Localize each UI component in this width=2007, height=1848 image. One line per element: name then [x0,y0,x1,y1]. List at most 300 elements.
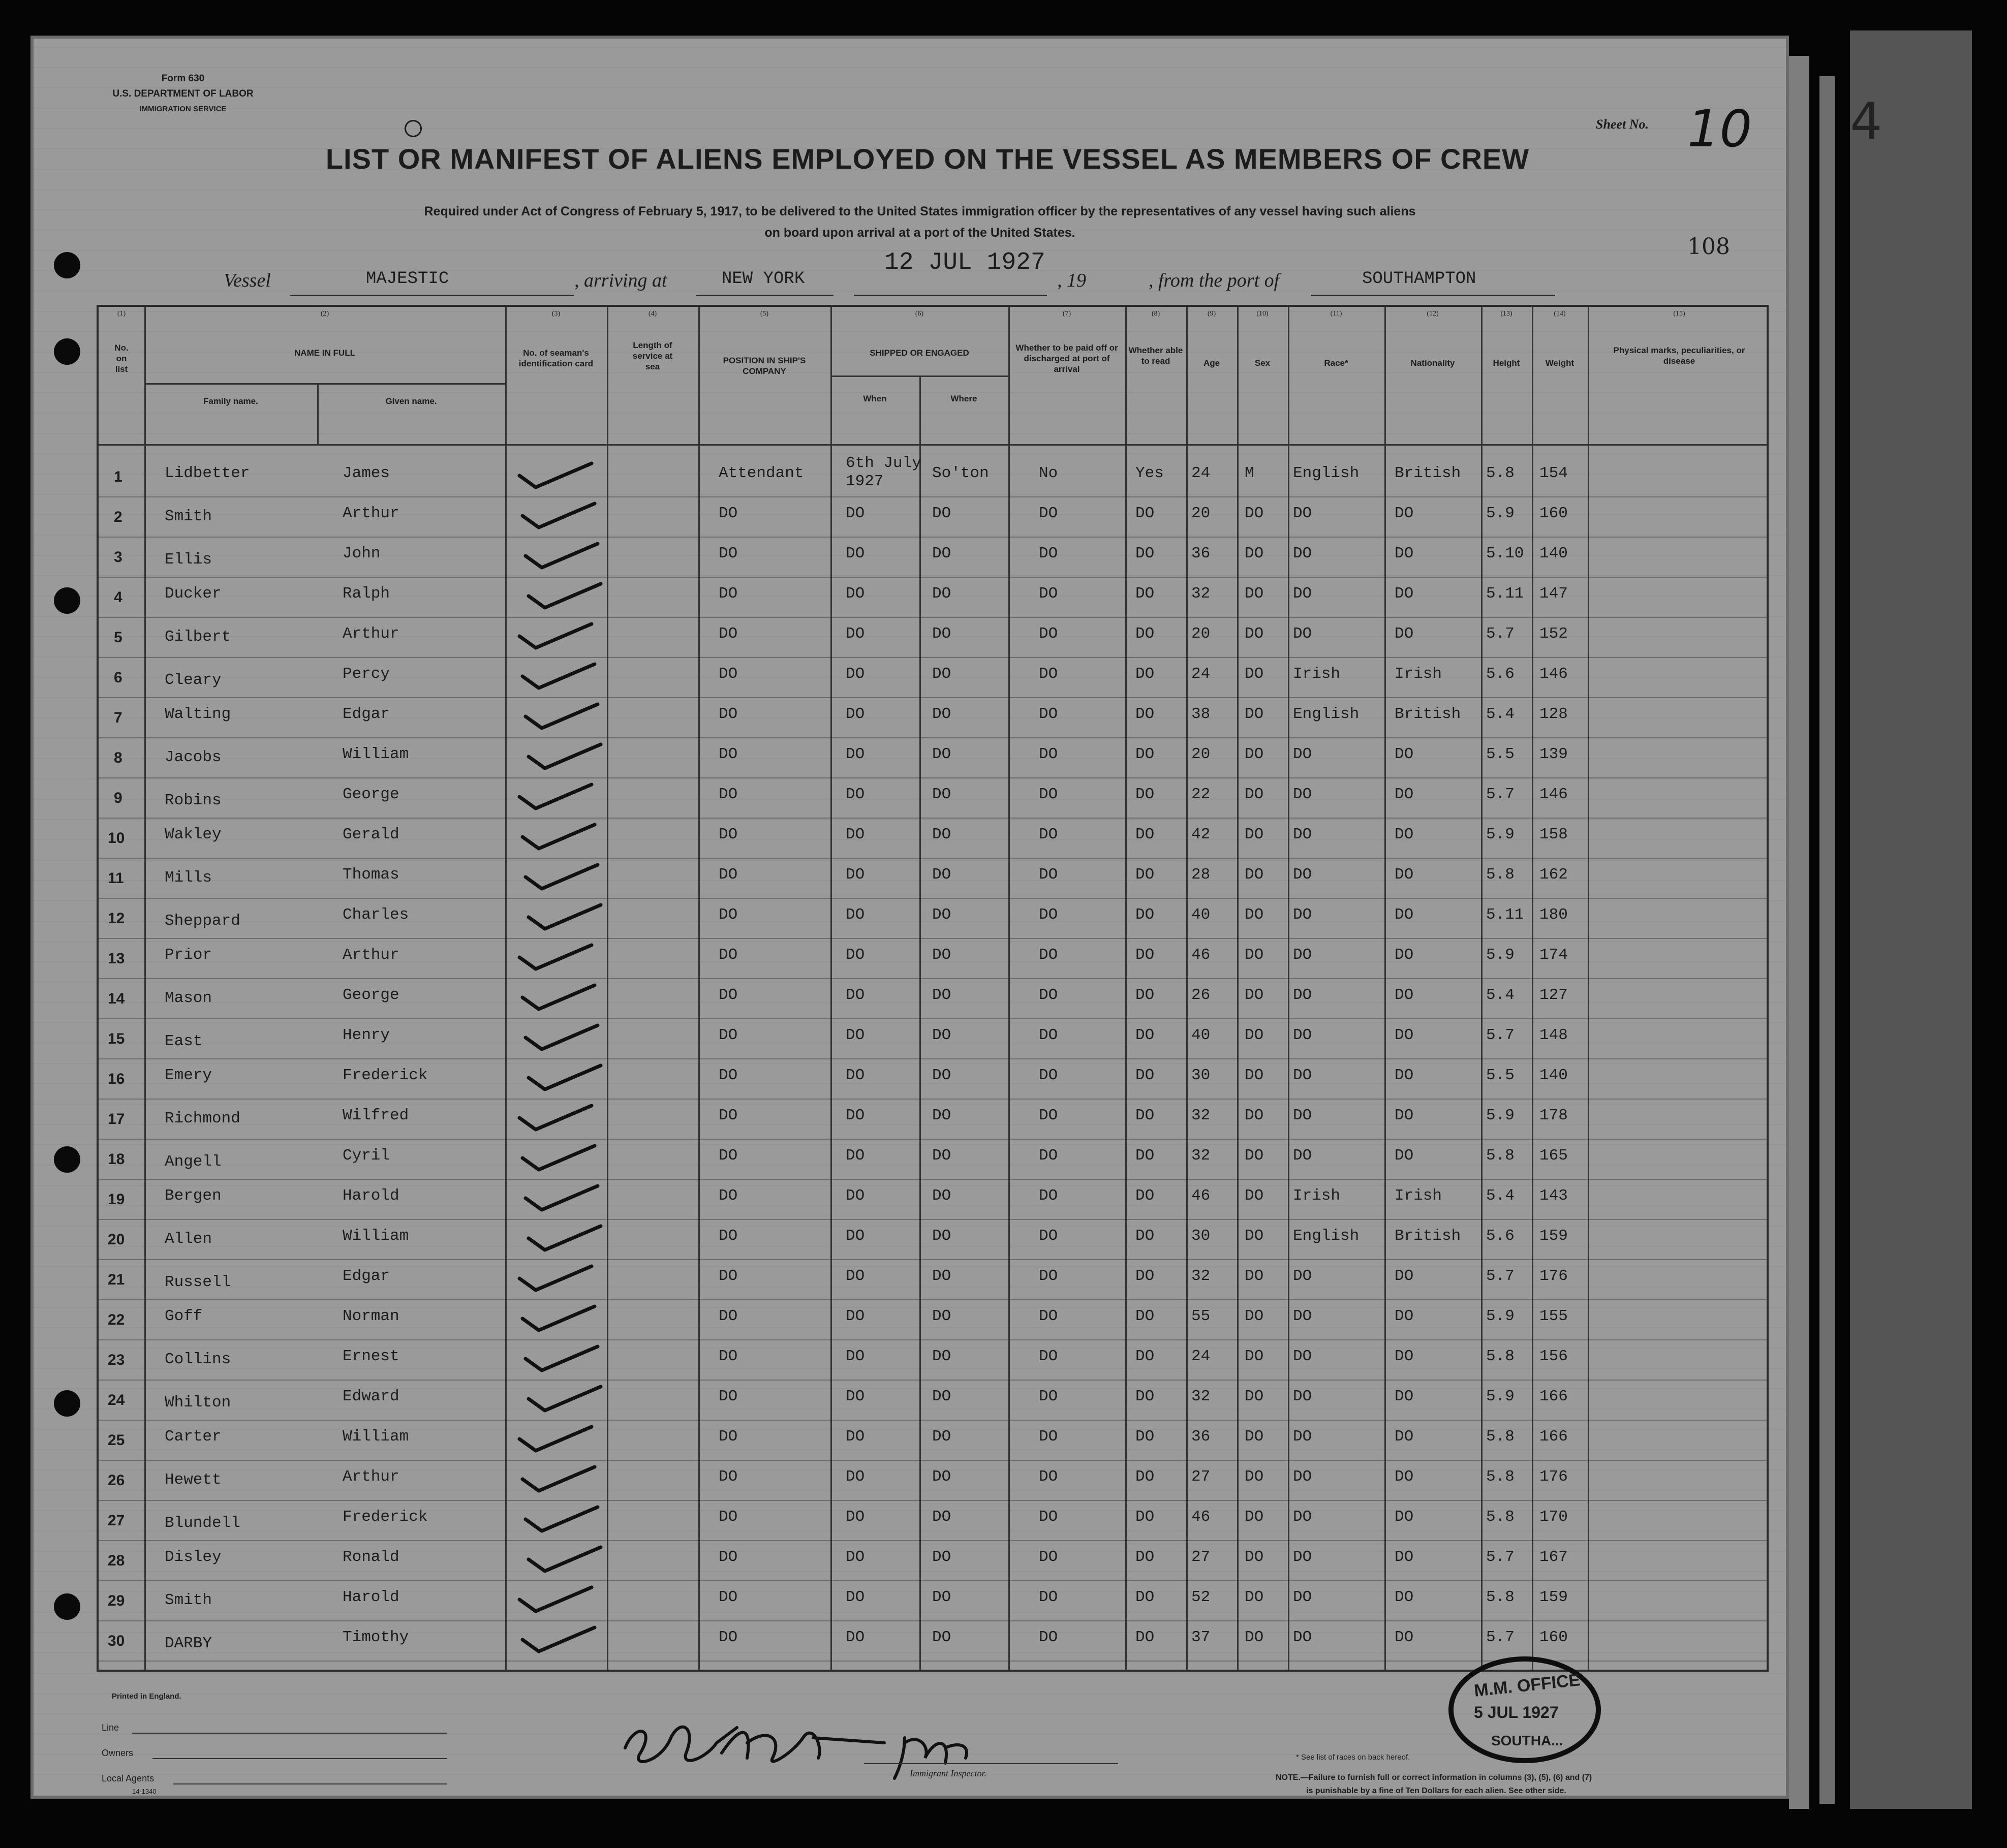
given-name-cell: Arthur [343,625,399,643]
age-cell: 26 [1191,986,1211,1004]
given-name-cell: Ralph [343,585,390,603]
shipped-where-cell: DO [932,665,951,683]
shipped-when-cell: DO [846,1348,865,1365]
age-cell: 46 [1191,946,1211,964]
given-name-cell: Timothy [343,1628,409,1646]
family-name-cell: Blundell [165,1514,240,1532]
seaman-card-checkmark [518,1463,600,1493]
family-name-cell: Smith [165,508,212,525]
family-name-cell: Prior [165,946,212,964]
row-number: 8 [114,749,122,766]
race-cell: Irish [1293,665,1341,683]
column-divider [1125,307,1127,1670]
row-number: 22 [108,1311,125,1328]
weight-cell: 165 [1539,1147,1568,1165]
row-rule [99,496,1767,497]
family-name-cell: Sheppard [165,912,240,930]
height-cell: 5.7 [1486,1548,1515,1566]
header-weight: Weight [1545,358,1574,368]
binder-hole [54,1593,80,1620]
binder-hole [405,120,422,137]
position-cell: DO [719,1348,738,1365]
header-position: POSITION IN SHIP'S COMPANY [723,356,806,376]
shipped-when-cell: DO [846,986,865,1004]
seaman-card-checkmark [518,1142,600,1172]
column-divider [1237,307,1239,1670]
row-number: 3 [114,549,122,566]
sex-cell: DO [1245,1147,1264,1165]
family-name-cell: Robins [165,792,222,809]
sex-cell: DO [1245,1628,1264,1646]
row-rule [99,858,1767,859]
race-cell: DO [1293,505,1312,522]
header-race: Race* [1324,358,1348,368]
nationality-cell: British [1395,705,1461,723]
shipped-when-cell: DO [846,786,865,803]
nationality-cell: DO [1395,1107,1414,1124]
shipped-when-cell: DO [846,545,865,562]
page-title: LIST OR MANIFEST OF ALIENS EMPLOYED ON THE VESSEL AS MEMBERS OF CREW [325,143,1530,175]
height-cell: 5.11 [1486,585,1524,603]
shipped-where-cell: DO [932,1548,951,1566]
row-number: 21 [108,1271,125,1288]
stamp-place: SOUTHA... [1491,1733,1563,1748]
family-name-cell: East [165,1032,203,1050]
height-cell: 5.8 [1486,866,1515,884]
arrival-date: 12 JUL 1927 [884,249,1045,276]
paid-off-cell: DO [1039,1588,1058,1606]
paid-off-cell: DO [1039,625,1058,643]
age-cell: 27 [1191,1548,1211,1566]
row-rule [99,1380,1767,1381]
footer-owners-label: Owners [102,1748,134,1758]
row-number: 7 [114,709,122,726]
position-cell: Attendant [719,464,804,482]
height-cell: 5.9 [1486,946,1515,964]
header-seaman-id: No. of seaman's identification card [518,348,594,368]
age-cell: 20 [1191,505,1211,522]
row-rule [99,617,1767,618]
service-name: IMMIGRATION SERVICE [139,105,227,113]
column-number: (13) [1500,310,1512,318]
seaman-card-checkmark [515,1583,597,1614]
header-length-service: Length of service at sea [632,340,673,371]
weight-cell: 176 [1539,1468,1568,1486]
paid-off-cell: DO [1039,505,1058,522]
year-label: , 19 [1057,270,1086,291]
shipped-where-cell: DO [932,866,951,884]
race-cell: DO [1293,1588,1312,1606]
seaman-card-checkmark [515,780,597,811]
stacked-page-edge [1789,56,1809,1809]
height-cell: 5.8 [1486,1348,1515,1365]
column-number: (10) [1256,310,1269,318]
sex-cell: DO [1245,1508,1264,1526]
column-number: (2) [320,310,329,318]
shipped-when-cell: DO [846,1508,865,1526]
height-cell: 5.9 [1486,826,1515,843]
weight-cell: 162 [1539,866,1568,884]
nationality-cell: DO [1395,1026,1414,1044]
race-cell: DO [1293,745,1312,763]
shipped-when-cell: DO [846,705,865,723]
position-cell: DO [719,1548,738,1566]
sex-cell: DO [1245,1428,1264,1446]
shipped-when-cell: DO [846,665,865,683]
family-name-cell: Disley [165,1548,222,1566]
seaman-card-checkmark [524,901,606,931]
stamp-date: 5 JUL 1927 [1474,1703,1559,1721]
able-to-read-cell: DO [1135,1348,1155,1365]
position-cell: DO [719,1508,738,1526]
column-divider [1384,307,1386,1670]
row-number: 16 [108,1071,125,1087]
row-number: 29 [108,1592,125,1609]
shipped-when-cell: DO [846,1067,865,1084]
row-number: 14 [108,990,125,1007]
given-name-cell: Cyril [343,1147,390,1165]
paid-off-cell: DO [1039,786,1058,803]
shipped-where-cell: DO [932,1147,951,1165]
family-name-cell: Gilbert [165,628,231,646]
race-cell: DO [1293,1428,1312,1446]
age-cell: 46 [1191,1187,1211,1205]
column-number: (7) [1062,310,1071,318]
fine-note-2: is punishable by a fine of Ten Dollars for each alien. See other side. [1306,1787,1566,1795]
sex-cell: DO [1245,1307,1264,1325]
position-cell: DO [719,1468,738,1486]
shipped-when-cell: DO [846,745,865,763]
age-cell: 30 [1191,1067,1211,1084]
nationality-cell: DO [1395,1468,1414,1486]
family-name-cell: Ducker [165,585,222,603]
race-cell: Irish [1293,1187,1341,1205]
able-to-read-cell: DO [1135,1428,1155,1446]
able-to-read-cell: DO [1135,665,1155,683]
height-cell: 5.4 [1486,986,1515,1004]
seaman-card-checkmark [518,1623,600,1654]
nationality-cell: DO [1395,906,1414,924]
arrival-port: NEW YORK [722,269,805,289]
row-rule [99,1058,1767,1059]
age-cell: 20 [1191,745,1211,763]
vessel-underline [290,295,574,296]
paid-off-cell: DO [1039,1227,1058,1245]
position-cell: DO [719,1428,738,1446]
given-name-cell: Henry [343,1026,390,1044]
seaman-card-checkmark [521,540,603,570]
paid-off-cell: DO [1039,1147,1058,1165]
family-name-cell: Cleary [165,671,222,689]
paid-off-cell: DO [1039,585,1058,603]
footer-agents-label: Local Agents [102,1773,155,1783]
paid-off-cell: DO [1039,1026,1058,1044]
position-cell: DO [719,866,738,884]
race-cell: DO [1293,545,1312,562]
weight-cell: 146 [1539,665,1568,683]
vessel-name: MAJESTIC [366,269,449,289]
nationality-cell: DO [1395,986,1414,1004]
row-rule [99,978,1767,979]
column-divider [1588,307,1589,1670]
row-number: 11 [108,870,124,887]
row-number: 30 [108,1633,125,1649]
seaman-card-checkmark [518,499,600,530]
position-cell: DO [719,505,738,522]
given-name-cell: Ernest [343,1348,399,1365]
given-name-cell: Edgar [343,1267,390,1285]
shipped-where-cell: DO [932,745,951,763]
row-number: 23 [108,1352,125,1368]
nationality-cell: DO [1395,826,1414,843]
height-cell: 5.10 [1486,545,1524,562]
row-rule [99,1259,1767,1260]
given-name-cell: Frederick [343,1067,428,1084]
row-rule [99,537,1767,538]
shipped-when-cell: DO [846,906,865,924]
column-divider [1186,307,1188,1670]
seaman-card-checkmark [524,580,606,610]
weight-cell: 139 [1539,745,1568,763]
row-rule [99,938,1767,939]
position-cell: DO [719,1026,738,1044]
age-cell: 27 [1191,1468,1211,1486]
row-rule [99,737,1767,738]
age-cell: 22 [1191,786,1211,803]
seaman-card-checkmark [521,700,603,731]
age-cell: 38 [1191,705,1211,723]
shipped-when-cell: DO [846,1267,865,1285]
sex-cell: DO [1245,1227,1264,1245]
weight-cell: 166 [1539,1428,1568,1446]
able-to-read-cell: DO [1135,585,1155,603]
seaman-card-checkmark [518,1302,600,1333]
column-divider [505,307,507,1670]
seaman-card-checkmark [521,861,603,891]
paid-off-cell: DO [1039,1548,1058,1566]
sex-cell: DO [1245,705,1264,723]
stacked-page-edge [1819,76,1835,1804]
row-rule [99,1580,1767,1581]
weight-cell: 178 [1539,1107,1568,1124]
header-paid-off: Whether to be paid off or discharged at port of arrival [1015,343,1118,374]
shipped-when-cell: DO [846,826,865,843]
sex-cell: DO [1245,1548,1264,1566]
nationality-cell: DO [1395,1307,1414,1325]
shipped-when-cell: DO [846,1428,865,1446]
family-name-cell: Walting [165,705,231,723]
row-number: 6 [114,669,122,686]
column-divider [830,307,832,1670]
sheet-number: 108 [1687,234,1730,260]
shipped-where-cell: DO [932,505,951,522]
able-to-read-cell: DO [1135,1468,1155,1486]
weight-cell: 170 [1539,1508,1568,1526]
row-rule [99,577,1767,578]
height-cell: 5.5 [1486,1067,1515,1084]
seaman-card-checkmark [524,1383,606,1413]
paid-off-cell: DO [1039,826,1058,843]
position-cell: DO [719,745,738,763]
row-number: 26 [108,1472,125,1489]
race-cell: English [1293,1227,1360,1245]
footer-agents-code: 14-1340 [132,1788,157,1795]
sex-cell: DO [1245,1026,1264,1044]
shipped-when-cell: DO [846,1628,865,1646]
seaman-card-checkmark [524,1543,606,1574]
row-number: 18 [108,1151,125,1168]
weight-cell: 180 [1539,906,1568,924]
shipped-where-cell: DO [932,1067,951,1084]
column-number: (6) [915,310,924,318]
sex-cell: DO [1245,1107,1264,1124]
row-number: 13 [108,950,125,967]
paid-off-cell: No [1039,464,1058,482]
races-note: * See list of races on back hereof. [1296,1753,1410,1762]
height-cell: 5.8 [1486,1428,1515,1446]
race-cell: DO [1293,906,1312,924]
sex-cell: DO [1245,1468,1264,1486]
race-cell: DO [1293,1388,1312,1405]
row-number: 10 [108,830,125,847]
shipped-when-cell: DO [846,1388,865,1405]
able-to-read-cell: DO [1135,1026,1155,1044]
row-number: 15 [108,1030,125,1047]
family-name-cell: Lidbetter [165,464,250,482]
sex-cell: DO [1245,906,1264,924]
shipped-where-cell: DO [932,1388,951,1405]
page-subtitle [234,201,1606,243]
paid-off-cell: DO [1039,1107,1058,1124]
able-to-read-cell: DO [1135,786,1155,803]
nationality-cell: DO [1395,625,1414,643]
given-name-cell: Arthur [343,946,399,964]
age-cell: 36 [1191,545,1211,562]
given-name-cell: George [343,786,399,803]
weight-cell: 155 [1539,1307,1568,1325]
family-name-cell: Emery [165,1067,212,1084]
race-cell: DO [1293,1147,1312,1165]
nationality-cell: DO [1395,745,1414,763]
age-cell: 52 [1191,1588,1211,1606]
given-name-cell: Ronald [343,1548,399,1566]
row-number: 9 [114,790,122,806]
shipped-when-cell: DO [846,625,865,643]
position-cell: DO [719,786,738,803]
able-to-read-cell: DO [1135,1067,1155,1084]
column-divider [607,307,608,1670]
race-cell: English [1293,705,1360,723]
height-cell: 5.4 [1486,1187,1515,1205]
age-cell: 24 [1191,665,1211,683]
sex-cell: DO [1245,866,1264,884]
nationality-cell: Irish [1395,665,1442,683]
family-name-cell: Carter [165,1428,222,1446]
sex-cell: DO [1245,745,1264,763]
sex-cell: DO [1245,986,1264,1004]
header-physical-marks: Physical marks, peculiarities, or disease [1613,346,1745,366]
weight-cell: 160 [1539,1628,1568,1646]
weight-cell: 167 [1539,1548,1568,1566]
column-number: (9) [1207,310,1216,318]
age-cell: 46 [1191,1508,1211,1526]
row-rule [99,1420,1767,1421]
height-cell: 5.7 [1486,786,1515,803]
shipped-where-cell: DO [932,1628,951,1646]
footer-line-label: Line [102,1722,119,1733]
port-underline [696,295,833,296]
shipped-where-cell: DO [932,585,951,603]
position-cell: DO [719,1187,738,1205]
vessel-label: Vessel [224,270,271,291]
row-rule [99,898,1767,899]
given-name-cell: William [343,1227,409,1245]
position-cell: DO [719,545,738,562]
position-cell: DO [719,585,738,603]
race-cell: DO [1293,986,1312,1004]
height-cell: 5.7 [1486,1267,1515,1285]
paid-off-cell: DO [1039,866,1058,884]
age-cell: 24 [1191,1348,1211,1365]
row-rule [99,1339,1767,1340]
given-name-cell: Harold [343,1588,399,1606]
subtitle-line-2: on board upon arrival at a port of the United States. [764,226,1075,240]
shipped-when-cell: DO [846,1107,865,1124]
given-name-cell: William [343,745,409,763]
paid-off-cell: DO [1039,1067,1058,1084]
age-cell: 40 [1191,1026,1211,1044]
sex-cell: DO [1245,1588,1264,1606]
able-to-read-cell: DO [1135,1267,1155,1285]
family-name-cell: Wakley [165,826,222,843]
binder-hole [54,1146,80,1173]
age-cell: 30 [1191,1227,1211,1245]
age-cell: 40 [1191,906,1211,924]
seaman-card-checkmark [521,1503,603,1533]
paid-off-cell: DO [1039,1267,1058,1285]
inspector-rule [864,1763,1118,1764]
paid-off-cell: DO [1039,1428,1058,1446]
shipped-where-cell: DO [932,1227,951,1245]
weight-cell: 158 [1539,826,1568,843]
nationality-cell: DO [1395,946,1414,964]
given-name-cell: Norman [343,1307,399,1325]
paid-off-cell: DO [1039,1187,1058,1205]
able-to-read-cell: DO [1135,505,1155,522]
paid-off-cell: DO [1039,545,1058,562]
column-divider [1481,307,1483,1670]
row-rule [99,1139,1767,1140]
weight-cell: 152 [1539,625,1568,643]
seaman-card-checkmark [524,740,606,771]
row-rule [99,657,1767,658]
seaman-card-checkmark [521,1182,603,1212]
form-header [102,71,264,117]
position-cell: DO [719,1628,738,1646]
weight-cell: 159 [1539,1227,1568,1245]
weight-cell: 148 [1539,1026,1568,1044]
age-cell: 32 [1191,1147,1211,1165]
seaman-card-checkmark [515,459,597,490]
height-cell: 5.9 [1486,1388,1515,1405]
header-sex: Sex [1254,358,1271,368]
sex-cell: DO [1245,625,1264,643]
weight-cell: 140 [1539,1067,1568,1084]
sex-cell: M [1245,464,1254,482]
position-cell: DO [719,1267,738,1285]
height-cell: 5.8 [1486,1147,1515,1165]
nationality-cell: DO [1395,1388,1414,1405]
